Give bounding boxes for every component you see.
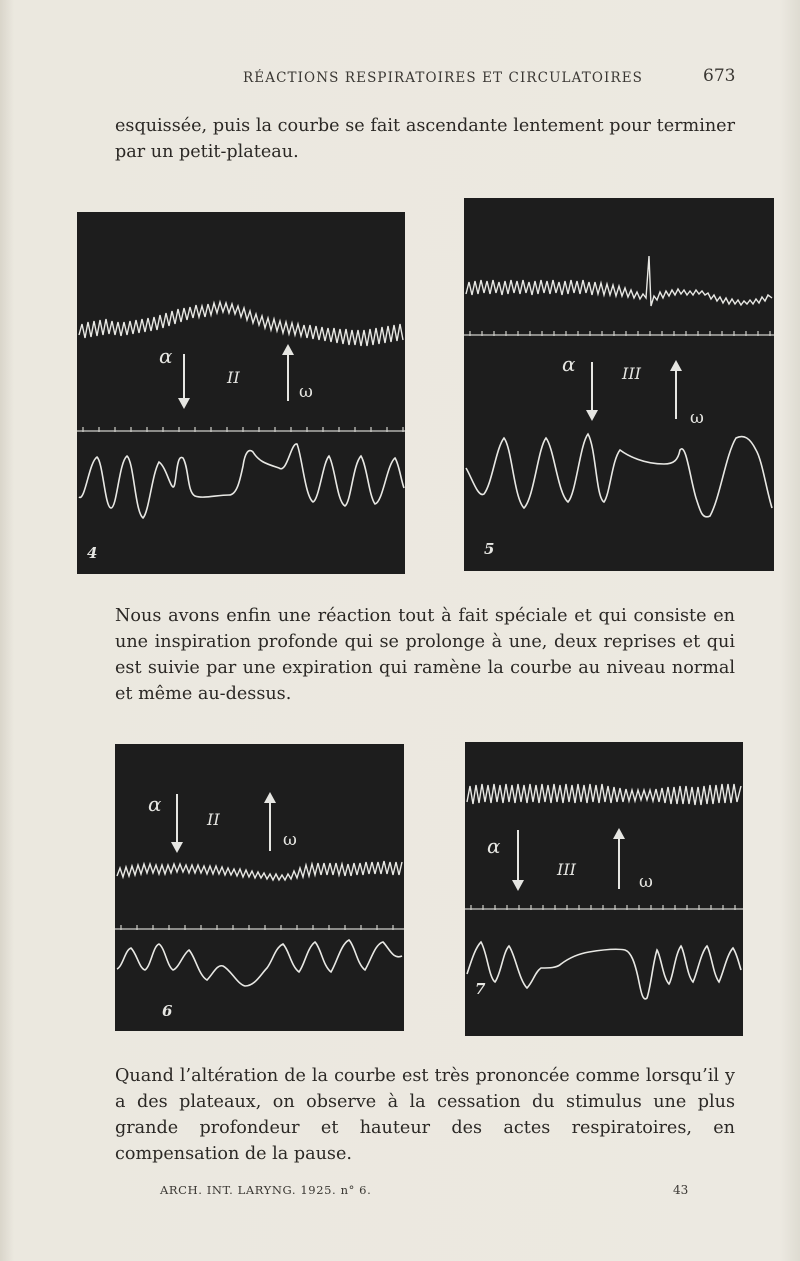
up-arrow — [618, 837, 620, 889]
up-arrow — [287, 353, 289, 401]
figure-6-traces — [115, 744, 404, 1031]
figure-5-traces — [464, 198, 774, 571]
figure-number: 7 — [475, 980, 486, 998]
figure-7-pulse-trace — [467, 784, 741, 805]
figure-7-traces — [465, 742, 743, 1036]
page-number: 673 — [703, 66, 736, 86]
paragraph-2: Nous avons enfin une réaction tout à fait spéciale et qui consiste en une inspiration profonde qui se prolonge à une, deux reprises et qui est suivie par une expiration qui ramène la courbe au niveau normal et même au-dessus. — [115, 606, 735, 704]
figure-5-pulse-trace — [466, 256, 772, 306]
down-arrow-head — [171, 842, 183, 853]
figure-4-tracing — [77, 212, 405, 574]
omega-label: ω — [690, 408, 704, 428]
up-arrow — [269, 801, 271, 851]
up-arrow — [675, 369, 677, 419]
down-arrow — [517, 830, 519, 884]
signature-mark: 43 — [673, 1183, 689, 1197]
running-header: RÉACTIONS RESPIRATOIRES ET CIRCULATOIRES — [243, 70, 644, 86]
figure-4-respiration-trace — [79, 444, 404, 518]
figure-5-respiration-trace — [466, 434, 772, 517]
alpha-label: α — [148, 792, 162, 816]
stimulus-label: III — [622, 364, 641, 383]
figure-4-pulse-trace — [79, 302, 403, 346]
down-arrow-head — [586, 410, 598, 421]
stimulus-label: II — [207, 810, 220, 829]
alpha-label: α — [487, 834, 501, 858]
figure-number: 5 — [484, 540, 495, 558]
figure-7-respiration-trace — [467, 942, 741, 999]
figure-number: 6 — [162, 1002, 173, 1020]
paragraph-1: esquissée, puis la courbe se fait ascendante lentement pour terminer par un petit-plateau. — [115, 116, 735, 162]
stimulus-label: III — [557, 860, 576, 879]
figure-5-tracing — [464, 198, 774, 571]
figure-6-respiration-trace — [117, 940, 402, 986]
down-arrow — [183, 354, 185, 402]
paragraph-3: Quand l’altération de la courbe est très prononcée comme lorsqu’il y a des plateaux, on observe à la cessation du stimulus une plus grande profondeur et hauteur des actes respiratoires, en compensation de la pause. — [115, 1066, 735, 1164]
down-arrow-head — [512, 880, 524, 891]
figure-6-pulse-trace — [117, 861, 402, 880]
figure-4-traces — [77, 212, 405, 574]
alpha-label: α — [562, 352, 576, 376]
omega-label: ω — [639, 872, 653, 892]
journal-footer: ARCH. INT. LARYNG. 1925. n° 6. — [160, 1183, 372, 1197]
down-arrow-head — [178, 398, 190, 409]
figure-6-tracing — [115, 744, 404, 1031]
stimulus-label: II — [227, 368, 240, 387]
alpha-label: α — [159, 344, 173, 368]
down-arrow — [591, 362, 593, 414]
down-arrow — [176, 794, 178, 846]
omega-label: ω — [299, 382, 313, 402]
figure-7-tracing — [465, 742, 743, 1036]
figure-number: 4 — [87, 544, 98, 562]
omega-label: ω — [283, 830, 297, 850]
